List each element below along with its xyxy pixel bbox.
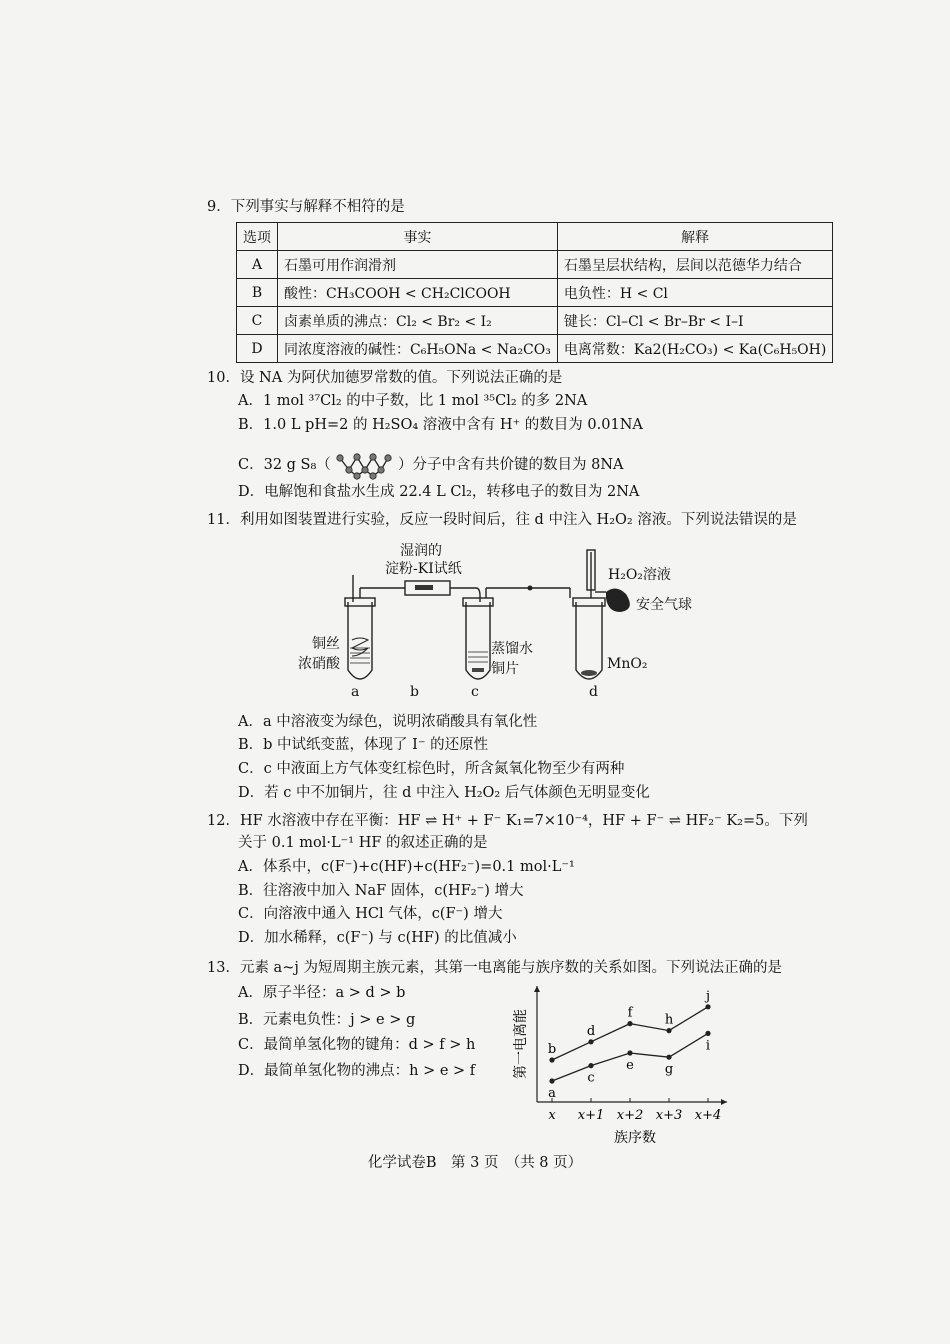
row-explain: 电负性：H < Cl: [557, 279, 832, 307]
label-safety-balloon: 安全气球: [636, 597, 692, 613]
q13-stem: 13．元素 a~j 为短周期主族元素，其第一电离能与族序数的关系如图。下列说法正确的是: [207, 960, 782, 976]
row-option: B: [237, 279, 278, 307]
q13-option-b: B．元素电负性：j > e > g: [238, 1012, 416, 1028]
data-point: [588, 1039, 593, 1044]
q10-option-b: B．1.0 L pH=2 的 H₂SO₄ 溶液中含有 H⁺ 的数目为 0.01NA: [238, 417, 643, 433]
page-footer: 化学试卷B 第 3 页 （共 8 页）: [367, 1155, 583, 1171]
point-label: e: [626, 1058, 634, 1073]
data-point: [627, 1050, 632, 1055]
q13-option-c: C．最简单氢化物的键角：d > f > h: [238, 1037, 476, 1053]
point-label: f: [627, 1005, 633, 1021]
label-distilled-water: 蒸馏水: [491, 641, 533, 657]
label-copper-wire: 铜丝: [312, 636, 340, 652]
apparatus-diagram: [290, 540, 710, 705]
point-label: a: [548, 1086, 556, 1101]
label-h2o2: H₂O₂溶液: [608, 567, 671, 583]
q11-option-b: B．b 中试纸变蓝，体现了 I⁻ 的还原性: [238, 737, 489, 753]
q10-option-a: A．1 mol ³⁷Cl₂ 的中子数，比 1 mol ³⁵Cl₂ 的多 2NA: [238, 393, 588, 409]
point-label: b: [547, 1042, 557, 1057]
q10-stem: 10．设 NA 为阿伏加德罗常数的值。下列说法正确的是: [207, 370, 563, 386]
q11-option-d: D．若 c 中不加铜片，往 d 中注入 H₂O₂ 后气体颜色无明显变化: [238, 785, 650, 801]
q12-option-a: A．体系中，c(F⁻)+c(HF)+c(HF₂⁻)=0.1 mol·L⁻¹: [238, 859, 575, 875]
x-tick-label: x+3: [655, 1108, 683, 1123]
label-mno2: MnO₂: [607, 656, 648, 672]
row-explain: 石墨呈层状结构，层间以范德华力结合: [557, 251, 832, 279]
data-point: [705, 1004, 710, 1009]
point-label: i: [705, 1038, 711, 1054]
table-row: [237, 307, 833, 335]
data-point: [549, 1078, 554, 1083]
table-header-row: [237, 223, 833, 251]
row-option: A: [237, 251, 278, 279]
label-tube-a: a: [351, 684, 360, 700]
q12-stem-line2: 关于 0.1 mol·L⁻¹ HF 的叙述正确的是: [238, 835, 488, 851]
q12-stem-line1: 12．HF 水溶液中存在平衡：HF ⇌ H⁺ + F⁻ K₁=7×10⁻⁴，HF + F⁻ ⇌ HF₂⁻ K₂=5。下列: [207, 813, 808, 829]
label-starch-ki-paper: 淀粉-KI试纸: [385, 561, 462, 577]
q12-option-b: B．往溶液中加入 NaF 固体，c(HF₂⁻) 增大: [238, 883, 524, 899]
data-point: [666, 1028, 671, 1033]
header-fact: 事实: [278, 223, 558, 251]
q9-stem: 9．下列事实与解释不相符的是: [207, 199, 405, 215]
point-label: d: [586, 1023, 596, 1039]
q13-option-a: A．原子半径：a > d > b: [238, 985, 406, 1001]
q10-option-c: [238, 450, 624, 480]
label-tube-d: d: [589, 684, 598, 700]
table-row: [237, 335, 833, 363]
row-fact: 同浓度溶液的碱性：C₆H₅ONa < Na₂CO₃: [278, 335, 558, 363]
row-explain: 电离常数：Ka2(H₂CO₃) < Ka(C₆H₅OH): [557, 335, 832, 363]
label-tube-b: b: [410, 684, 419, 700]
data-point: [666, 1055, 671, 1060]
point-label: c: [587, 1070, 595, 1086]
label-copper-piece: 铜片: [491, 661, 519, 677]
chart-y-axis-label: 第一电离能: [513, 1009, 529, 1079]
q11-option-c: C．c 中液面上方气体变红棕色时，所含氮氧化物至少有两种: [238, 761, 625, 777]
point-label: g: [664, 1062, 674, 1078]
q12-option-d: D．加水稀释，c(F⁻) 与 c(HF) 的比值减小: [238, 930, 517, 946]
row-fact: 卤素单质的沸点：Cl₂ < Br₂ < I₂: [278, 307, 558, 335]
x-tick-label: x+2: [616, 1108, 644, 1123]
q11-option-a: A．a 中溶液变为绿色，说明浓硝酸具有氧化性: [238, 714, 538, 730]
ionization-energy-chart: [505, 980, 735, 1150]
q12-option-c: C．向溶液中通入 HCl 气体，c(F⁻) 增大: [238, 906, 503, 922]
chart-axes: [534, 986, 727, 1105]
q10-option-d: D．电解饱和食盐水生成 22.4 L Cl₂，转移电子的数目为 2NA: [238, 484, 640, 500]
row-option: D: [237, 335, 278, 363]
q10-option-c-pre: C．32 g S₈（: [238, 457, 331, 473]
header-explain: 解释: [557, 223, 832, 251]
table-row: [237, 251, 833, 279]
label-tube-c: c: [471, 684, 479, 700]
x-tick-label: x+1: [577, 1108, 605, 1123]
data-point: [627, 1021, 632, 1026]
q13-option-d: D．最简单氢化物的沸点：h > e > f: [238, 1063, 476, 1079]
data-point: [705, 1031, 710, 1036]
q9-table: [236, 222, 833, 363]
label-conc-hno3: 浓硝酸: [298, 656, 340, 672]
data-point: [588, 1063, 593, 1068]
point-label: j: [705, 988, 711, 1004]
point-label: h: [664, 1012, 674, 1028]
chart-x-axis-label: 族序数: [614, 1130, 656, 1146]
x-tick-label: x: [548, 1108, 556, 1123]
data-point: [549, 1057, 554, 1062]
s8-molecule-icon: [335, 450, 393, 480]
label-wet: 湿润的: [400, 543, 442, 559]
q10-option-c-post: ）分子中含有共价键的数目为 8NA: [398, 457, 624, 473]
header-option: 选项: [237, 223, 278, 251]
row-option: C: [237, 307, 278, 335]
row-explain: 键长：Cl–Cl < Br–Br < I–I: [557, 307, 832, 335]
x-tick-label: x+4: [694, 1108, 722, 1123]
q11-stem: 11．利用如图装置进行实验，反应一段时间后，往 d 中注入 H₂O₂ 溶液。下列说法错误的是: [207, 512, 797, 528]
table-row: [237, 279, 833, 307]
row-fact: 酸性：CH₃COOH < CH₂ClCOOH: [278, 279, 558, 307]
row-fact: 石墨可用作润滑剂: [278, 251, 558, 279]
